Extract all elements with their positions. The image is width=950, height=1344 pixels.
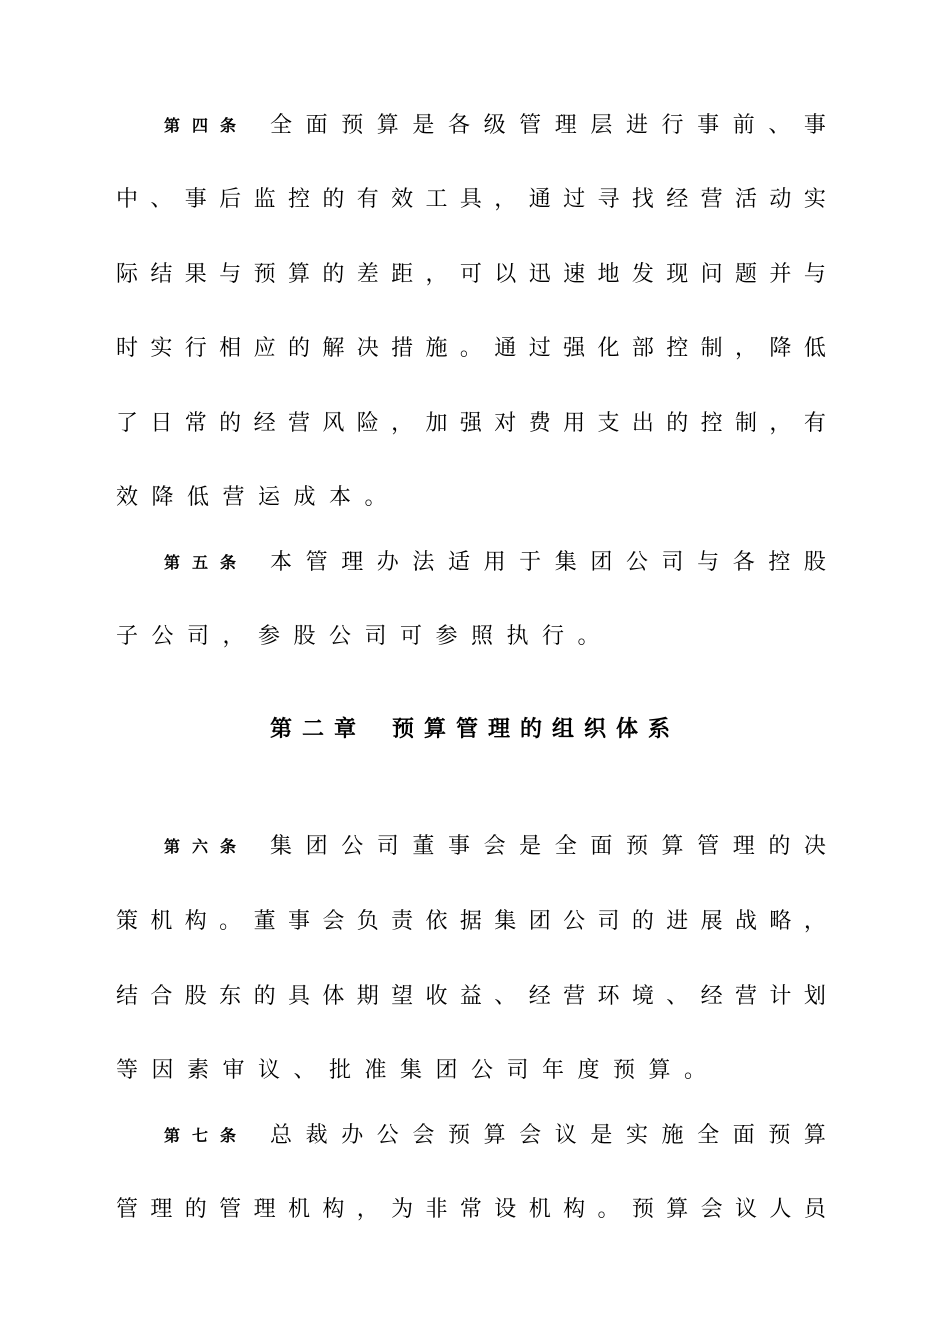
- line-text: 全 面 预 算 是 各 级 管 理 层 进 行 事 前 、 事: [270, 113, 826, 138]
- line-text: 了 日 常 的 经 营 风 险 ， 加 强 对 费 用 支 出 的 控 制 ， 有: [116, 411, 826, 436]
- paragraph-line: [164, 1116, 826, 1156]
- article-number: 第七条: [164, 1126, 249, 1145]
- chapter-heading: [0, 710, 950, 750]
- line-text: 子公司，参股公司可参照执行。: [116, 624, 614, 649]
- article-number: 第六条: [164, 837, 249, 856]
- line-text: 总 裁 办 公 会 预 算 会 议 是 实 施 全 面 预 算: [270, 1123, 826, 1148]
- paragraph-line: [116, 329, 826, 369]
- line-text: 策 机 构 。 董 事 会 负 责 依 据 集 团 公 司 的 进 展 战 略 ，: [116, 909, 826, 934]
- paragraph-line: [116, 180, 826, 220]
- paragraph-line: [116, 902, 826, 942]
- paragraph-line: [116, 1190, 826, 1230]
- line-text: 本 管 理 办 法 适 用 于 集 团 公 司 与 各 控 股: [270, 550, 826, 575]
- line-text: 时 实 行 相 应 的 解 决 措 施 。 通 过 强 化 部 控 制 ， 降 低: [116, 336, 826, 361]
- line-text: 集 团 公 司 董 事 会 是 全 面 预 算 管 理 的 决: [270, 834, 826, 859]
- paragraph-line: [116, 478, 826, 518]
- paragraph-line: [116, 977, 826, 1017]
- paragraph-line: [116, 1051, 826, 1091]
- paragraph-line: [116, 617, 826, 657]
- line-text: 效降低营运成本。: [116, 485, 401, 510]
- line-text: 中 、 事 后 监 控 的 有 效 工 具 ， 通 过 寻 找 经 营 活 动 实: [116, 187, 826, 212]
- paragraph-line: [116, 404, 826, 444]
- chapter-number: 第二章: [269, 717, 366, 742]
- paragraph-line: [164, 106, 826, 146]
- article-number: 第五条: [164, 553, 249, 572]
- paragraph-line: [164, 827, 826, 867]
- line-text: 等因素审议、批准集团公司年度预算。: [116, 1058, 720, 1083]
- chapter-title: 预算管理的组织体系: [392, 717, 681, 742]
- line-text: 管 理 的 管 理 机 构 ， 为 非 常 设 机 构 。 预 算 会 议 人 员: [116, 1197, 826, 1222]
- article-number: 第四条: [164, 116, 249, 135]
- paragraph-line: [116, 255, 826, 295]
- line-text: 结 合 股 东 的 具 体 期 望 收 益 、 经 营 环 境 、 经 营 计 划: [116, 984, 826, 1009]
- paragraph-line: [164, 543, 826, 583]
- line-text: 际 结 果 与 预 算 的 差 距 ， 可 以 迅 速 地 发 现 问 题 并 与: [116, 262, 826, 287]
